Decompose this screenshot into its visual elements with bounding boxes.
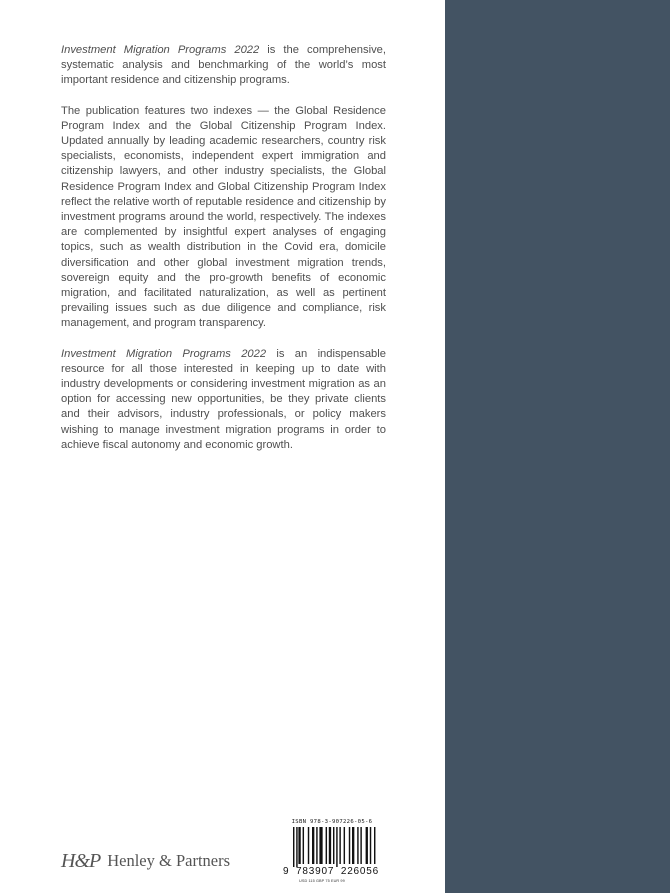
isbn-barcode (283, 817, 379, 891)
barcode-bar (316, 827, 317, 864)
paragraph-3 (61, 347, 386, 453)
barcode-bar (360, 827, 361, 864)
barcode-bar (319, 827, 322, 864)
description-text (61, 43, 386, 468)
barcode-bar (298, 827, 300, 864)
paragraph-2 (61, 104, 386, 332)
barcode-bar (357, 827, 358, 864)
paragraph-text: is the comprehensive, systematic analysis and benchmarking of the world’s most important residence and citizenship programs. (61, 44, 386, 87)
barcode-bar (296, 827, 297, 867)
barcode-bars (283, 827, 379, 867)
logo-mark: H&P (61, 849, 101, 872)
logo-name: Henley & Partners (107, 851, 231, 870)
barcode-bar (374, 827, 375, 864)
paragraph-1 (61, 43, 386, 89)
price-text: USD 115 GBP 75 EUR 99 (299, 879, 345, 883)
barcode-bar (366, 827, 368, 864)
barcode-bar (293, 827, 294, 867)
barcode-bar (336, 827, 337, 867)
barcode-bar (339, 827, 340, 864)
paragraph-text: The publication features two indexes — the Global Residence Program Index and the Global Citizenship Program Index. Updated annually by leading academic researchers, country risk specialists, economists, independent expert immigration and citizenship lawyers, and other industry specialists, the Global Residence Program Index and Global Citizenship Program Index reflect the relative worth of reputable residence and citizenship by investment programs around the world, respectively. The indexes are complemented by insightful expert analyses of engaging topics, such as wealth distribution in the Covid era, domicile diversification and other global investment migration trends, sovereign equity and the pro-growth benefits of economic migration, and facilitated naturalization, as well as pertinent prevailing issues such as due diligence and compliance, risk management, and program transparency. (61, 104, 386, 330)
barcode-digits-right: 226056 (340, 866, 379, 877)
side-color-panel (445, 0, 670, 893)
barcode-digits-left: 783907 (296, 866, 335, 877)
barcode-digit-first: 9 (283, 866, 290, 877)
barcode-bar (308, 827, 309, 864)
barcode-bar (370, 827, 371, 864)
isbn-text: ISBN 978-3-907226-05-6 (291, 819, 373, 825)
barcode-bar (329, 827, 331, 864)
barcode-bar (303, 827, 304, 864)
barcode-bar (344, 827, 345, 864)
barcode-bar (312, 827, 314, 864)
book-title: Investment Migration Programs 2022 (61, 347, 267, 360)
book-title: Investment Migration Programs 2022 (61, 44, 260, 56)
publisher-logo (61, 848, 230, 874)
barcode-digits (283, 866, 379, 877)
barcode-bar (349, 827, 350, 864)
barcode-bar (326, 827, 327, 864)
barcode-bar (352, 827, 354, 864)
barcode-bar (333, 827, 334, 864)
paragraph-text: is an indispensable resource for all those interested in keeping up to date with industry developments or considering investment migration as an option for accessing new opportunities, be they private clients and their advisors, industry professionals, or policy makers wishing to manage investment migration programs in order to achieve fiscal autonomy and economic growth. (61, 347, 386, 451)
